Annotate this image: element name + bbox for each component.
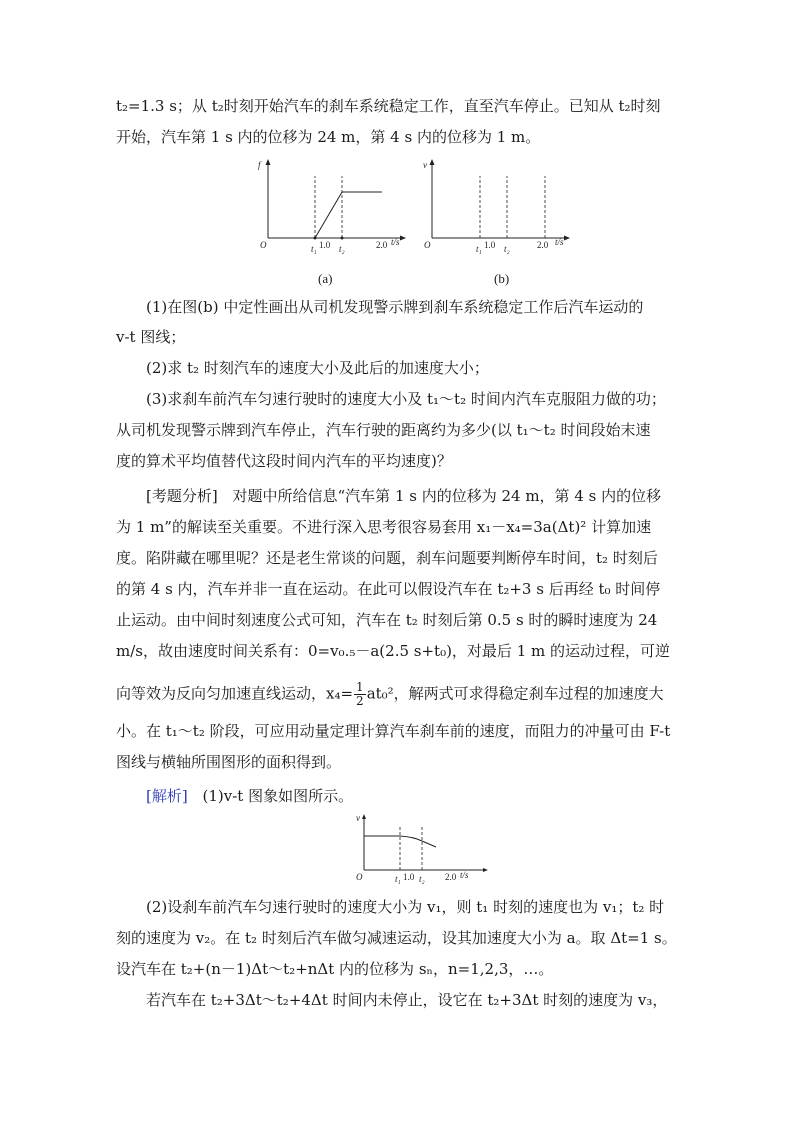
analysis-line: 图线与横轴所围图形的面积得到。 (116, 753, 342, 771)
x-label: t/s (555, 237, 564, 247)
tick-2-label: 2.0 (376, 240, 388, 250)
solution-label: [解析] (146, 787, 188, 805)
x-axis-arrow (564, 236, 570, 241)
solution-line (146, 786, 684, 806)
x-axis-arrow (400, 236, 406, 241)
fraction-numerator: 1 (356, 680, 364, 694)
origin-label: O (356, 872, 363, 882)
analysis-line: 止运动。由中间时刻速度公式可知，汽车在 t₂ 时刻后第 0.5 s 时的瞬时速度为 24 (116, 611, 658, 629)
t1-label: t₁ (395, 874, 401, 884)
t1-label: t₁ (476, 244, 482, 254)
question-1-line: v-t 图线； (116, 328, 186, 346)
tick-1-label: 1.0 (319, 240, 331, 250)
figure-a (248, 156, 408, 256)
figure-b-caption: (b) (494, 271, 510, 286)
t2-label: t₂ (504, 244, 510, 254)
analysis-line: 度。陷阱藏在哪里呢？还是老生常谈的问题，刹车问题要判断停车时间，t₂ 时刻后 (116, 549, 658, 567)
solution-text: (1)v-t 图象如图所示。 (202, 787, 354, 805)
question-3-line: 从司机发现警示牌到汽车停止，汽车行驶的距离约为多少(以 t₁～t₂ 时间段始末速 (116, 421, 651, 439)
figure-solution-vt (350, 812, 490, 888)
analysis-line (146, 486, 684, 506)
t2-label: t₂ (419, 874, 425, 884)
analysis-line: m/s，故由速度时间关系有：0=v₀.₅－a(2.5 s+t₀)，对最后 1 m 的运动过程，可逆 (116, 642, 671, 660)
x-label: t/s (460, 870, 469, 880)
analysis-text: 对题中所给信息“汽车第 1 s 内的位移为 24 m，第 4 s 内的位移 (232, 487, 662, 505)
analysis-label: [考题分析] (146, 487, 218, 505)
question-3-line: (3)求刹车前汽车匀速行驶时的速度大小及 t₁～t₂ 时间内汽车克服阻力做的功； (146, 390, 666, 408)
tick-2-label: 2.0 (445, 872, 457, 882)
vt-decline-line (422, 841, 436, 847)
y-label: f (258, 160, 261, 170)
y-axis-arrow (266, 159, 271, 165)
tick-1-label: 1.0 (403, 872, 415, 882)
solution-line: 若汽车在 t₂+3Δt～t₂+4Δt 时间内未停止，设它在 t₂+3Δt 时刻的速度为 v₃， (146, 991, 668, 1009)
figure-a-caption: (a) (318, 271, 333, 286)
y-axis-arrow (362, 814, 366, 819)
analysis-line (116, 681, 684, 708)
analysis-line: 小。在 t₁～t₂ 阶段，可应用动量定理计算汽车刹车前的速度，而阻力的冲量可由 F-t (116, 722, 671, 740)
solution-line: 设汽车在 t₂+(n－1)Δt～t₂+nΔt 内的位移为 sₙ，n=1,2,3，…。 (116, 960, 554, 978)
x-label: t/s (391, 237, 400, 247)
solution-line: 刻的速度为 v₂。在 t₂ 时刻后汽车做匀减速运动，设其加速度大小为 a。取 Δt=1 s。 (116, 929, 677, 947)
question-1-line: (1)在图(b) 中定性画出从司机发现警示牌到刹车系统稳定工作后汽车运动的 (146, 298, 644, 316)
analysis-line: 为 1 m”的解读至关重要。不进行深入思考很容易套用 x₁－x₄=3a(Δt)² 计算加速 (116, 518, 652, 536)
tick-1-label: 1.0 (484, 240, 496, 250)
question-3-line: 度的算术平均值替代这段时间内汽车的平均速度)？ (116, 452, 452, 470)
y-axis-arrow (430, 159, 435, 165)
problem-text-line: t₂=1.3 s；从 t₂时刻开始汽车的刹车系统稳定工作，直至汽车停止。已知从 t₂时刻 (116, 97, 661, 115)
t2-label: t₂ (339, 244, 345, 254)
tick-2-label: 2.0 (537, 240, 549, 250)
analysis-text: at₀²，解两式可求得稳定刹车过程的加速度大 (366, 684, 664, 703)
figure-b (412, 156, 572, 256)
question-2-line: (2)求 t₂ 时刻汽车的速度大小及此后的加速度大小； (146, 359, 489, 377)
origin-label: O (424, 240, 431, 250)
solution-line: (2)设刹车前汽车匀速行驶时的速度大小为 v₁，则 t₁ 时刻的速度也为 v₁；t₂ 时 (146, 898, 665, 916)
problem-text-line: 开始，汽车第 1 s 内的位移为 24 m，第 4 s 内的位移为 1 m。 (116, 128, 541, 146)
force-ramp-line (315, 192, 342, 238)
t1-label: t₁ (311, 244, 317, 254)
x-axis-arrow (483, 868, 488, 872)
analysis-line: 的第 4 s 内，汽车并非一直在运动。在此可以假设汽车在 t₂+3 s 后再经 t₀ 时间停 (116, 580, 661, 598)
origin-label: O (260, 240, 267, 250)
fraction (354, 681, 366, 708)
y-label: v (423, 160, 427, 170)
y-label: v (356, 813, 360, 823)
analysis-text: 向等效为反向匀加速直线运动，x₄= (116, 684, 354, 703)
fraction-denominator: 2 (356, 694, 364, 708)
vt-curve (400, 836, 422, 841)
